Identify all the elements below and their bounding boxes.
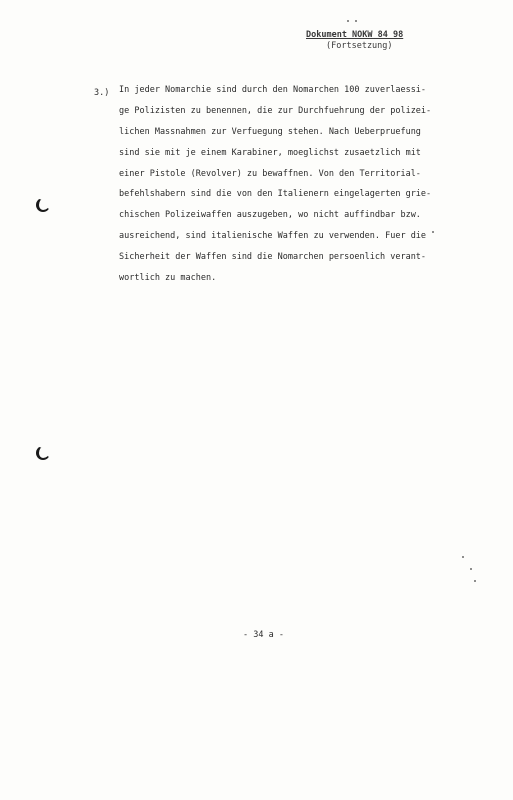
paragraph-line: ge Polizisten zu benennen, die zur Durchfuehrung der polizei- [119,105,432,116]
document-continuation-note: (Fortsetzung) [326,41,393,51]
paragraph-line: befehlshabern sind die von den Italienern eingelagerten grie- [119,189,432,200]
paragraph-line: lichen Massnahmen zur Verfuegung stehen. Nach Ueberpruefung [119,126,421,137]
document-reference: Dokument NOKW 84 98 [306,30,404,40]
paragraph-number: 3.) [94,88,110,98]
scan-speck [347,20,349,22]
paragraph-body [119,80,431,289]
punch-hole-mark [36,446,50,460]
paragraph-line: In jeder Nomarchie sind durch den Nomarchen 100 zuverlaessi- [119,85,427,95]
scan-speck [474,580,476,582]
paragraph-line: wortlich zu machen. [119,273,217,284]
scan-speck [355,20,357,22]
scan-speck [470,568,472,570]
paragraph-line: sind sie mit je einem Karabiner, moeglichst zusaetzlich mit [119,147,421,158]
paragraph-line: einer Pistole (Revolver) zu bewaffnen. Von den Territorial- [119,168,421,179]
paragraph-line: Sicherheit der Waffen sind die Nomarchen persoenlich verant- [119,252,427,263]
paragraph-line: chischen Polizeiwaffen auszugeben, wo nicht auffindbar bzw. [119,210,421,221]
punch-hole-mark [36,198,50,212]
paragraph-line: ausreichend, sind italienische Waffen zu verwenden. Fuer die [119,231,427,242]
scan-speck [462,556,464,558]
scan-speck [432,231,434,233]
page-number: - 34 a - [243,630,284,640]
